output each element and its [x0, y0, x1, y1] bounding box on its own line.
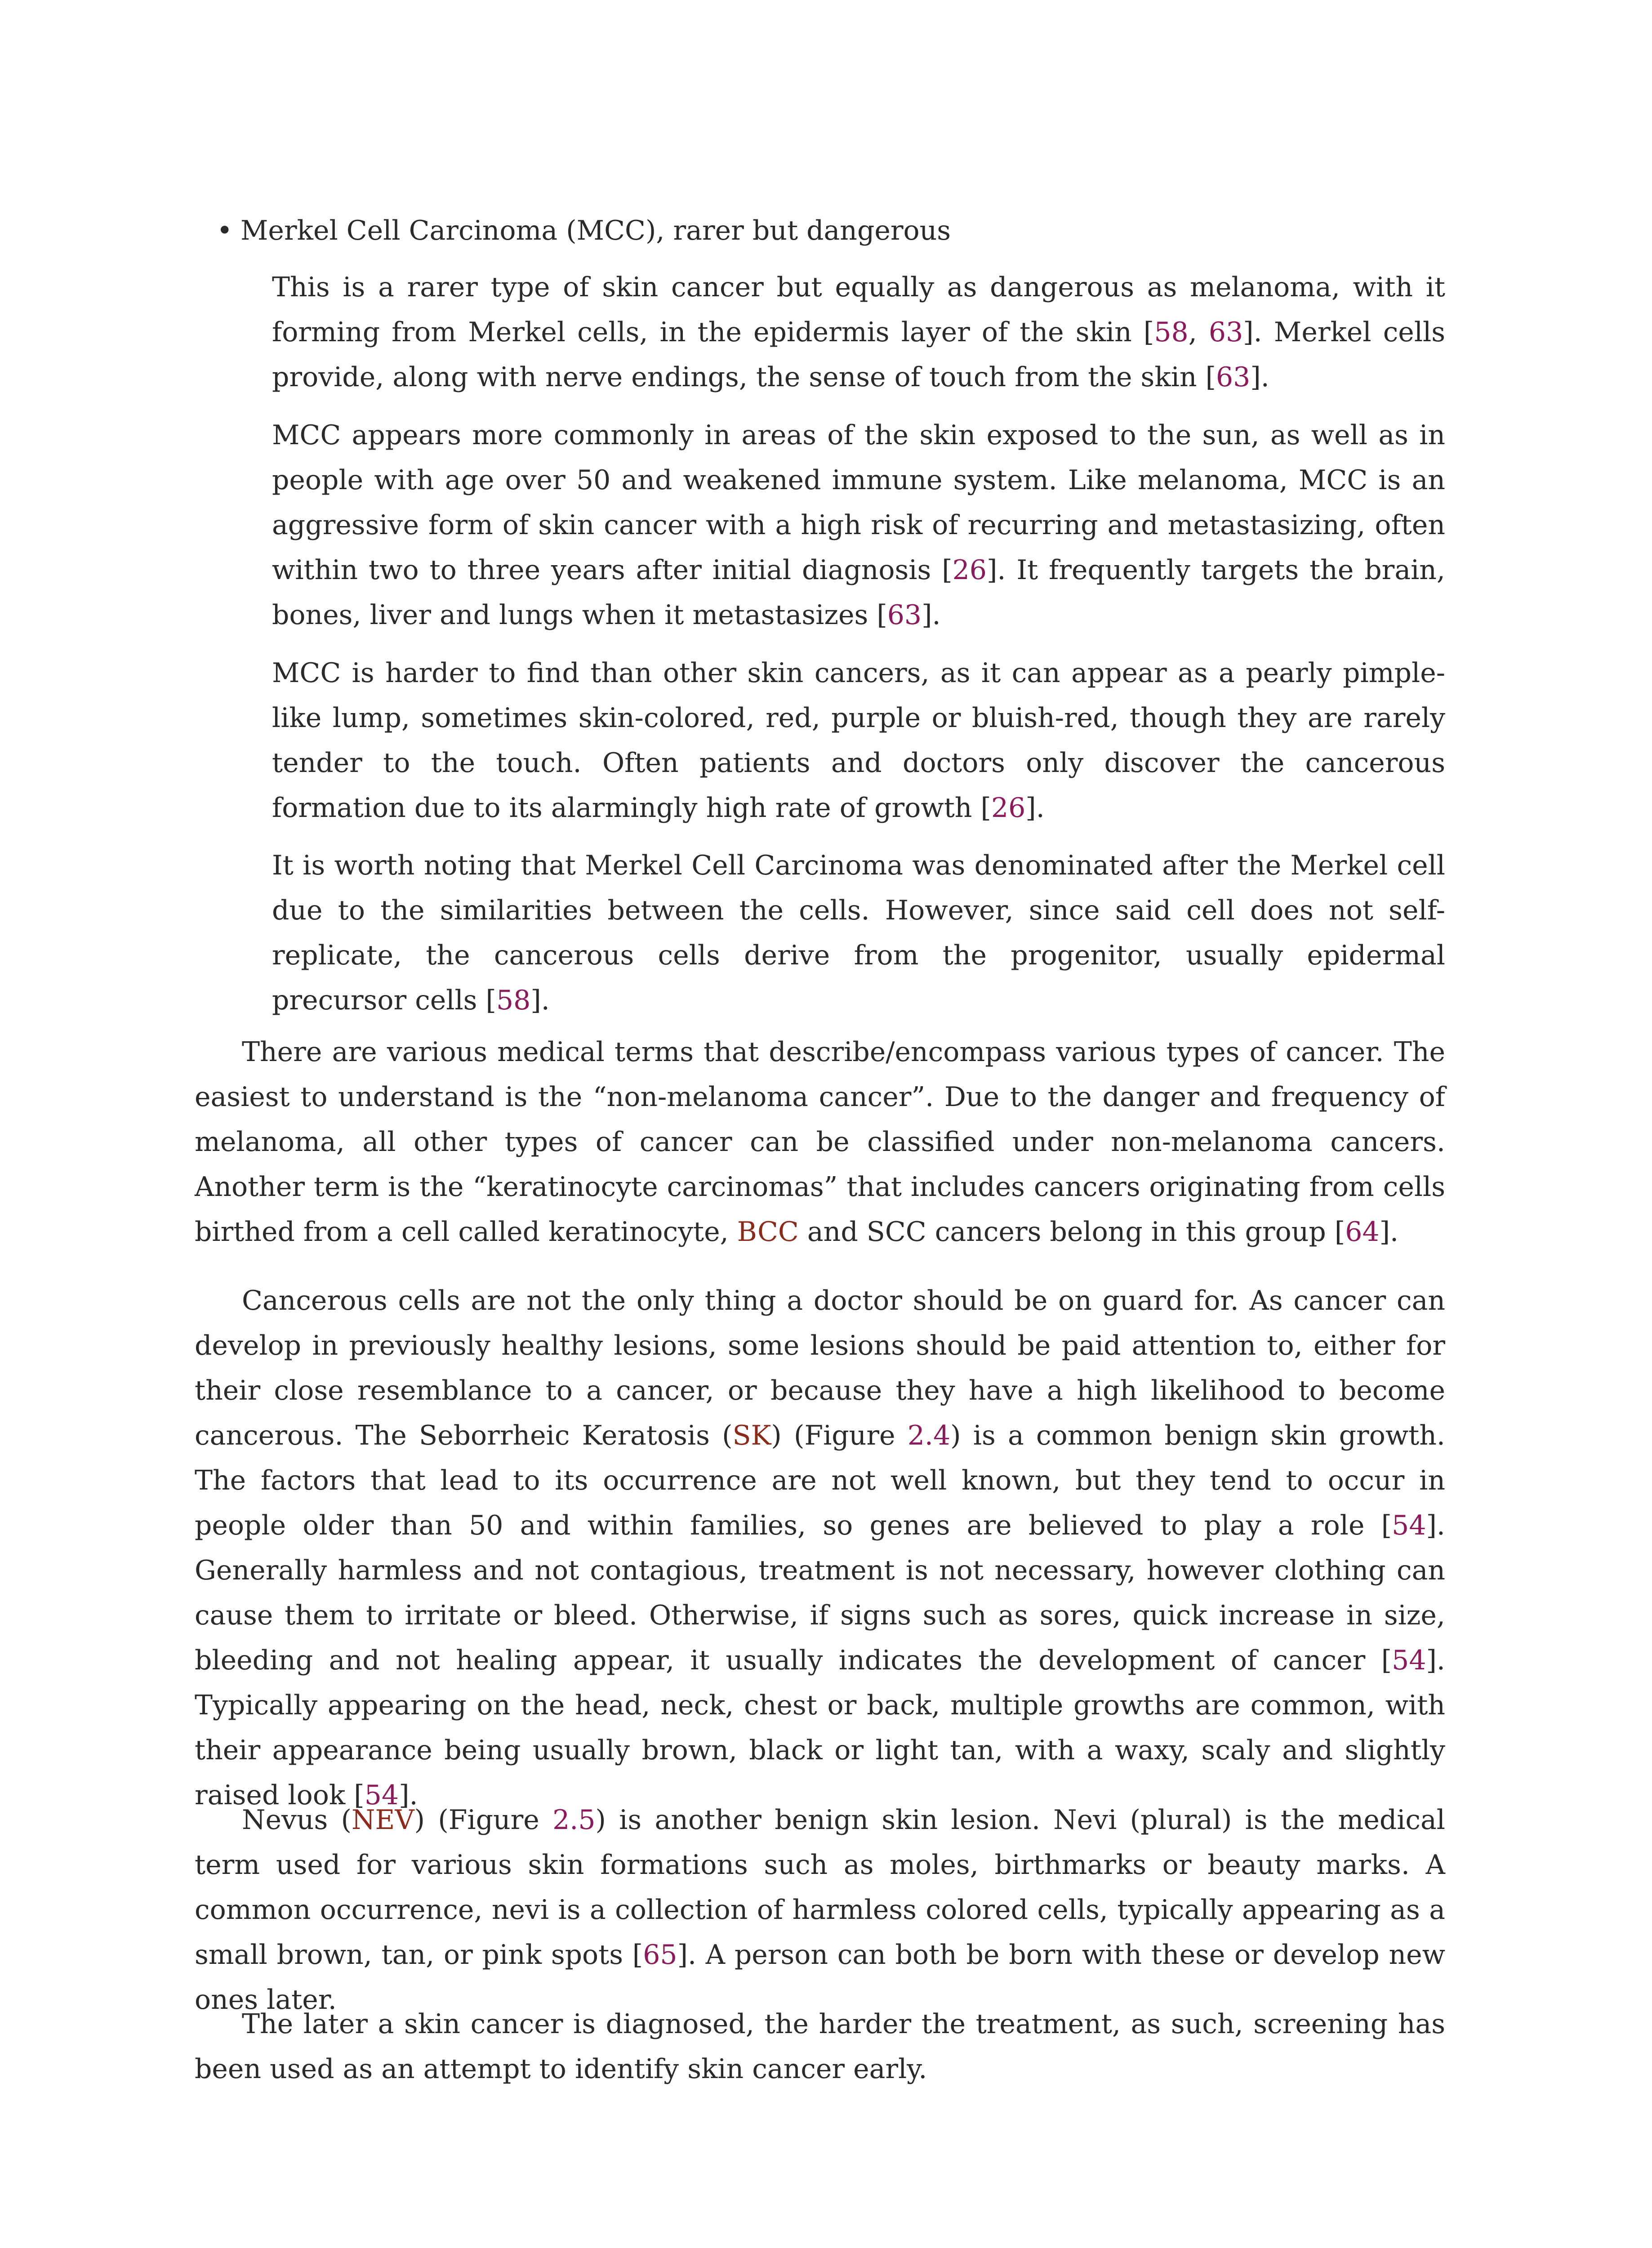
acronym-link-bcc[interactable]: BCC [737, 1216, 799, 1248]
citation-link[interactable]: 54 [1392, 1645, 1426, 1676]
body-paragraph-3: Nevus (NEV) (Figure 2.5) is another benign skin lesion. Nevi (plural) is the medical term used for various skin formations such as moles, birthmarks or beauty marks. A common occurrence, nevi is a collection of harmless colored cells, typically appearing as a small brown, tan, or pink spots [65]. A person can both be born with these or develop new ones later. [195, 1804, 1445, 2016]
mcc-paragraph-2: MCC appears more commonly in areas of the skin exposed to the sun, as well as in people with age over 50 and weakened immune system. Like melanoma, MCC is an aggressive form of skin cancer with a high risk of recurring and metastasizing, often within two to three years after initial diagnosis [26]. It frequently targets the brain, bones, liver and lungs when it metastasizes [63]. [272, 419, 1446, 631]
citation-link[interactable]: 63 [1216, 361, 1251, 393]
citation-link[interactable]: 63 [887, 599, 922, 631]
body-paragraph-1: There are various medical terms that describe/encompass various types of cancer. The easiest to understand is the “non-melanoma cancer”. Due to the danger and frequency of melanoma, all other types of cancer can be classified under non-melanoma cancers. Another term is the “keratinocyte carcinomas” that includes cancers originating from cells birthed from a cell called keratinocyte, BCC and SCC cancers belong in this group [64]. [195, 1036, 1445, 1248]
body-paragraph-4: The later a skin cancer is diagnosed, the harder the treatment, as such, screening has been used as an attempt to identify skin cancer early. [195, 2008, 1445, 2085]
bullet-item-mcc [217, 208, 1445, 253]
acronym-link-sk[interactable]: SK [732, 1420, 771, 1451]
citation-link[interactable]: 63 [1208, 317, 1243, 348]
body-paragraph-2: Cancerous cells are not the only thing a doctor should be on guard for. As cancer can develop in previously healthy lesions, some lesions should be paid attention to, either for their close resemblance to a cancer, or because they have a high likelihood to become cancerous. The Seborrheic Keratosis (SK) (Figure 2.4) is a common benign skin growth. The factors that lead to its occurrence are not well known, but they tend to occur in people older than 50 and within families, so genes are believed to play a role [54]. Generally harmless and not contagious, treatment is not necessary, however clothing can cause them to irritate or bleed. Otherwise, if signs such as sores, quick increase in size, bleeding and not healing appear, it usually indicates the development of cancer [54]. Typically appearing on the head, neck, chest or back, multiple growths are common, with their appearance being usually brown, black or light tan, with a waxy, scaly and slightly raised look [54]. [195, 1285, 1445, 1811]
citation-link[interactable]: 54 [364, 1780, 399, 1811]
citation-link[interactable]: 58 [496, 985, 531, 1016]
mcc-paragraph-3: MCC is harder to find than other skin cancers, as it can appear as a pearly pimple-like lump, sometimes skin-colored, red, purple or bluish-red, though they are rarely tender to the touch. Often patients and doctors only discover the cancerous formation due to its alarmingly high rate of growth [26]. [272, 657, 1445, 824]
acronym-link-nev[interactable]: NEV [352, 1804, 414, 1836]
citation-link[interactable]: 64 [1345, 1216, 1380, 1248]
citation-link[interactable]: 54 [1392, 1510, 1426, 1541]
bullet-heading [217, 208, 1445, 253]
bullet-marker: • [217, 215, 233, 246]
figure-link[interactable]: 2.5 [552, 1804, 596, 1836]
figure-link[interactable]: 2.4 [907, 1420, 951, 1451]
citation-link[interactable]: 26 [952, 554, 987, 586]
citation-link[interactable]: 58 [1154, 317, 1189, 348]
citation-link[interactable]: 26 [991, 792, 1026, 824]
mcc-paragraph-1: This is a rarer type of skin cancer but equally as dangerous as melanoma, with it forming from Merkel cells, in the epidermis layer of the skin [58, 63]. Merkel cells provide, along with nerve endings, the sense of touch from the skin [63]. [272, 272, 1445, 393]
citation-link[interactable]: 65 [643, 1939, 677, 1971]
mcc-paragraph-4: It is worth noting that Merkel Cell Carcinoma was denominated after the Merkel cell due to the similarities between the cells. However, since said cell does not self-replicate, the cancerous cells derive from the progenitor, usually epidermal precursor cells [58]. [272, 850, 1445, 1016]
bullet-heading-text: Merkel Cell Carcinoma (MCC), rarer but dangerous [240, 215, 951, 246]
